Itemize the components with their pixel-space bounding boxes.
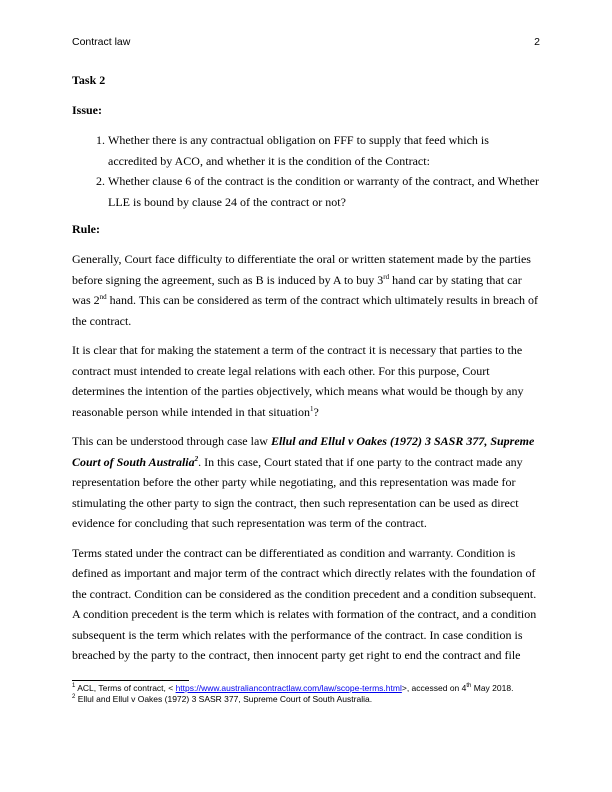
issue-list — [72, 130, 540, 212]
page-number: 2 — [534, 36, 540, 48]
paragraph-2 — [72, 340, 540, 422]
superscript: nd — [99, 293, 107, 301]
text-run: . In this case, Court stated that if one party to the contract made any representation before the other party while negotiating, and this representation was made for stimulating the other party to sign the contract, then such representation can be used as direct evidence for concluding that such representation was term of the contract. — [72, 454, 523, 530]
rule-heading: Rule: — [72, 222, 100, 236]
header-title: Contract law — [72, 36, 131, 48]
footnotes — [72, 680, 540, 705]
text-run: ? — [313, 404, 319, 419]
list-item: 2. Whether clause 6 of the contract is the condition or warranty of the contract, and Whether LLE is bound by clause 24 of the contract or not? — [108, 171, 540, 212]
text-run: May 2018. — [471, 683, 514, 693]
text-run: It is clear that for making the statement a term of the contract it is necessary that parties to the contract must intended to create legal relations with each other. For this purpose, Court determines the intention of the parties objectively, which means what would be though by any reasonable person while intended in that situation — [72, 343, 524, 419]
superscript: rd — [383, 272, 390, 281]
text-run: ACL, Terms of contract, < — [75, 683, 176, 693]
footnote-1 — [72, 683, 540, 694]
footnote-number: 1 — [72, 683, 76, 690]
text-run: This can be understood through case law — [72, 434, 271, 448]
page-header — [72, 36, 540, 50]
footnote-ref[interactable]: 1 — [309, 404, 314, 413]
case-citation: Ellul and Ellul v Oakes (1972) 3 SASR 377, Supreme Court of South Australia — [72, 434, 535, 469]
footnote-ref[interactable]: 2 — [194, 454, 199, 463]
issue-heading: Issue: — [72, 103, 103, 117]
text-run: hand car by stating that car was 2 — [72, 272, 522, 307]
text-run: Generally, Court face difficulty to differentiate the oral or written statement made by the parties before signing the agreement, such as B is induced by A to buy 3 — [72, 252, 531, 287]
task-heading: Task 2 — [72, 73, 106, 87]
text-run: hand. This can be considered as term of the contract which ultimately results in breach of the contract. — [72, 293, 538, 328]
text-run: Ellul and Ellul v Oakes (1972) 3 SASR 377, Supreme Court of South Australia. — [75, 694, 373, 704]
list-item: 1. Whether there is any contractual obligation on FFF to supply that feed which is accredited by ACO, and whether it is the condition of the Contract: — [108, 130, 540, 171]
document-body — [72, 70, 540, 675]
superscript: th — [466, 683, 472, 690]
paragraph-3 — [72, 431, 540, 534]
footnote-link[interactable]: https://www.australiancontractlaw.com/law/scope-terms.html — [175, 683, 402, 693]
footnote-2 — [72, 694, 540, 705]
text-run: >, accessed on 4 — [401, 683, 467, 693]
footnote-number: 2 — [72, 694, 76, 701]
footnote-separator — [72, 680, 189, 681]
paragraph-1 — [72, 249, 540, 331]
paragraph-4: Terms stated under the contract can be differentiated as condition and warranty. Condition is defined as important and major term of the contract which directly relates with the foundation of the contract. Condition can be considered as the condition precedent and a condition subsequent. A condition precedent is the term which is relates with formation of the contract, and a condition subsequent is the term which relates with the performance of the contract. In case condition is breached by the party to the contract, then innocent party get right to end the contract and file — [72, 545, 537, 662]
